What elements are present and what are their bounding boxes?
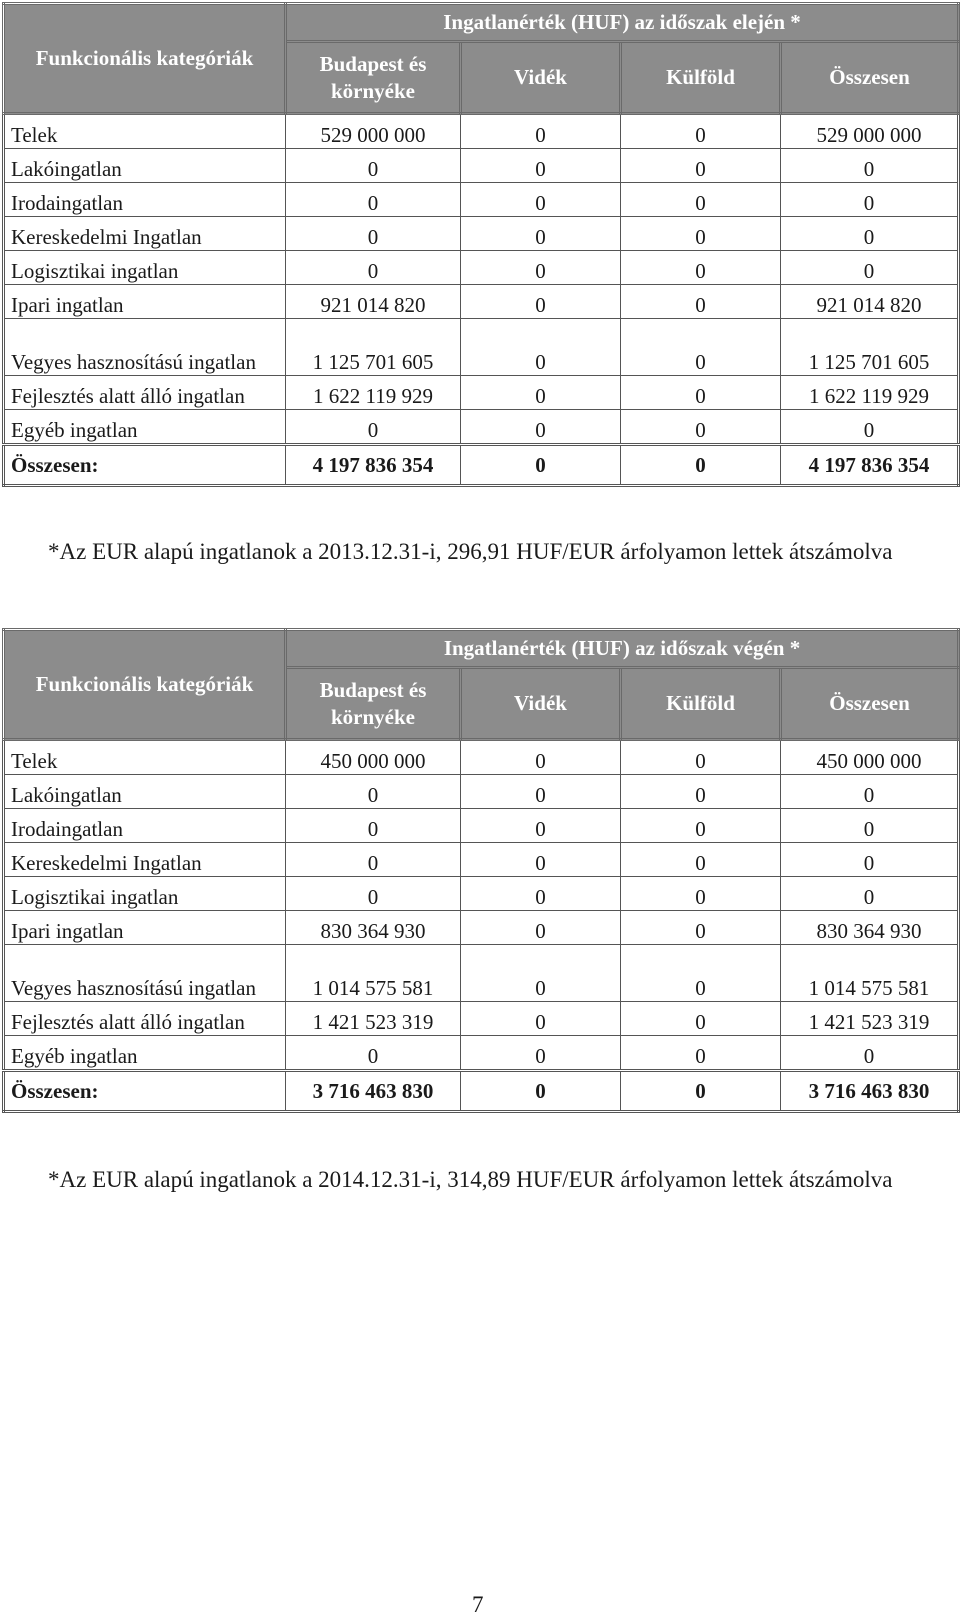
cell-budapest: 830 364 930: [286, 911, 461, 945]
cell-kulfold: 0: [621, 740, 781, 775]
total-kulfold: 0: [621, 1071, 781, 1112]
cell-videk: 0: [461, 1002, 621, 1036]
col-header-budapest: Budapest és környéke: [286, 42, 461, 114]
cell-videk: 0: [461, 740, 621, 775]
cell-videk: 0: [461, 775, 621, 809]
table-row: [4, 410, 959, 445]
table-row: [4, 319, 959, 376]
cell-budapest: 1 014 575 581: [286, 945, 461, 1002]
category-header: Funkcionális kategóriák: [4, 630, 286, 740]
table-row: [4, 285, 959, 319]
table-row: [4, 740, 959, 775]
cell-videk: 0: [461, 285, 621, 319]
row-label: Egyéb ingatlan: [4, 410, 286, 445]
row-label: Telek: [4, 740, 286, 775]
total-label: Összesen:: [4, 1071, 286, 1112]
cell-videk: 0: [461, 945, 621, 1002]
cell-osszesen: 0: [781, 410, 959, 445]
cell-kulfold: 0: [621, 1036, 781, 1071]
cell-videk: 0: [461, 877, 621, 911]
cell-kulfold: 0: [621, 183, 781, 217]
table-row: [4, 945, 959, 1002]
cell-budapest: 0: [286, 183, 461, 217]
cell-videk: 0: [461, 251, 621, 285]
table-row: [4, 376, 959, 410]
cell-osszesen: 921 014 820: [781, 285, 959, 319]
col-header-videk: Vidék: [461, 668, 621, 740]
cell-budapest: 0: [286, 775, 461, 809]
cell-osszesen: 0: [781, 251, 959, 285]
cell-kulfold: 0: [621, 775, 781, 809]
cell-videk: 0: [461, 149, 621, 183]
row-label: Logisztikai ingatlan: [4, 251, 286, 285]
total-osszesen: 3 716 463 830: [781, 1071, 959, 1112]
cell-kulfold: 0: [621, 376, 781, 410]
cell-kulfold: 0: [621, 251, 781, 285]
col-header-budapest: Budapest és környéke: [286, 668, 461, 740]
cell-videk: 0: [461, 809, 621, 843]
total-osszesen: 4 197 836 354: [781, 445, 959, 486]
cell-videk: 0: [461, 183, 621, 217]
property-value-table-end: [2, 628, 960, 1113]
row-label: Logisztikai ingatlan: [4, 877, 286, 911]
cell-osszesen: 1 125 701 605: [781, 319, 959, 376]
cell-kulfold: 0: [621, 843, 781, 877]
total-budapest: 3 716 463 830: [286, 1071, 461, 1112]
row-label: Irodaingatlan: [4, 183, 286, 217]
total-videk: 0: [461, 1071, 621, 1112]
cell-osszesen: 0: [781, 217, 959, 251]
total-budapest: 4 197 836 354: [286, 445, 461, 486]
cell-kulfold: 0: [621, 945, 781, 1002]
cell-kulfold: 0: [621, 809, 781, 843]
table-start-of-period: [2, 2, 957, 487]
total-row: [4, 1071, 959, 1112]
table-row: [4, 843, 959, 877]
col-header-osszesen: Összesen: [781, 668, 959, 740]
row-label: Irodaingatlan: [4, 809, 286, 843]
cell-budapest: 0: [286, 1036, 461, 1071]
cell-videk: 0: [461, 843, 621, 877]
cell-budapest: 0: [286, 410, 461, 445]
table-row: [4, 217, 959, 251]
cell-kulfold: 0: [621, 1002, 781, 1036]
cell-kulfold: 0: [621, 217, 781, 251]
cell-budapest: 1 421 523 319: [286, 1002, 461, 1036]
table-end-of-period: [2, 628, 957, 1113]
cell-osszesen: 529 000 000: [781, 114, 959, 149]
cell-kulfold: 0: [621, 149, 781, 183]
cell-kulfold: 0: [621, 319, 781, 376]
cell-videk: 0: [461, 376, 621, 410]
col-header-kulfold: Külföld: [621, 42, 781, 114]
row-label: Ipari ingatlan: [4, 911, 286, 945]
row-label: Egyéb ingatlan: [4, 1036, 286, 1071]
cell-budapest: 0: [286, 809, 461, 843]
total-label: Összesen:: [4, 445, 286, 486]
row-label: Kereskedelmi Ingatlan: [4, 217, 286, 251]
cell-osszesen: 0: [781, 843, 959, 877]
cell-osszesen: 1 421 523 319: [781, 1002, 959, 1036]
cell-osszesen: 830 364 930: [781, 911, 959, 945]
cell-videk: 0: [461, 1036, 621, 1071]
cell-budapest: 0: [286, 251, 461, 285]
total-kulfold: 0: [621, 445, 781, 486]
col-header-videk: Vidék: [461, 42, 621, 114]
category-header: Funkcionális kategóriák: [4, 4, 286, 114]
cell-budapest: 1 125 701 605: [286, 319, 461, 376]
cell-budapest: 921 014 820: [286, 285, 461, 319]
cell-budapest: 0: [286, 877, 461, 911]
cell-osszesen: 0: [781, 149, 959, 183]
group-header: Ingatlanérték (HUF) az időszak elején *: [286, 4, 959, 42]
cell-kulfold: 0: [621, 877, 781, 911]
cell-osszesen: 0: [781, 183, 959, 217]
cell-osszesen: 1 622 119 929: [781, 376, 959, 410]
row-label: Fejlesztés alatt álló ingatlan: [4, 376, 286, 410]
cell-osszesen: 0: [781, 809, 959, 843]
table-row: [4, 775, 959, 809]
cell-kulfold: 0: [621, 285, 781, 319]
cell-budapest: 1 622 119 929: [286, 376, 461, 410]
cell-osszesen: 0: [781, 1036, 959, 1071]
cell-videk: 0: [461, 319, 621, 376]
footnote-exchange-rate-2014: *Az EUR alapú ingatlanok a 2014.12.31-i, 314,89 HUF/EUR árfolyamon lettek átszámolva: [48, 1167, 893, 1192]
col-header-osszesen: Összesen: [781, 42, 959, 114]
table-row: [4, 114, 959, 149]
table-row: [4, 149, 959, 183]
group-header: Ingatlanérték (HUF) az időszak végén *: [286, 630, 959, 668]
cell-videk: 0: [461, 911, 621, 945]
cell-budapest: 0: [286, 149, 461, 183]
row-label: Lakóingatlan: [4, 775, 286, 809]
footnote-exchange-rate-2013: *Az EUR alapú ingatlanok a 2013.12.31-i, 296,91 HUF/EUR árfolyamon lettek átszámolva: [48, 539, 893, 564]
row-label: Vegyes hasznosítású ingatlan: [4, 945, 286, 1002]
total-row: [4, 445, 959, 486]
row-label: Ipari ingatlan: [4, 285, 286, 319]
col-header-kulfold: Külföld: [621, 668, 781, 740]
row-label: Kereskedelmi Ingatlan: [4, 843, 286, 877]
table-row: [4, 251, 959, 285]
table-row: [4, 1002, 959, 1036]
cell-videk: 0: [461, 410, 621, 445]
cell-budapest: 0: [286, 217, 461, 251]
cell-budapest: 529 000 000: [286, 114, 461, 149]
row-label: Lakóingatlan: [4, 149, 286, 183]
property-value-table-start: [2, 2, 960, 487]
cell-osszesen: 0: [781, 877, 959, 911]
page-number: 7: [472, 1592, 484, 1617]
cell-budapest: 0: [286, 843, 461, 877]
row-label: Fejlesztés alatt álló ingatlan: [4, 1002, 286, 1036]
table-row: [4, 877, 959, 911]
total-videk: 0: [461, 445, 621, 486]
cell-kulfold: 0: [621, 911, 781, 945]
table-row: [4, 1036, 959, 1071]
cell-kulfold: 0: [621, 114, 781, 149]
table-row: [4, 809, 959, 843]
row-label: Vegyes hasznosítású ingatlan: [4, 319, 286, 376]
cell-osszesen: 0: [781, 775, 959, 809]
cell-videk: 0: [461, 217, 621, 251]
table-row: [4, 911, 959, 945]
cell-budapest: 450 000 000: [286, 740, 461, 775]
row-label: Telek: [4, 114, 286, 149]
cell-kulfold: 0: [621, 410, 781, 445]
cell-osszesen: 450 000 000: [781, 740, 959, 775]
table-row: [4, 183, 959, 217]
cell-videk: 0: [461, 114, 621, 149]
cell-osszesen: 1 014 575 581: [781, 945, 959, 1002]
